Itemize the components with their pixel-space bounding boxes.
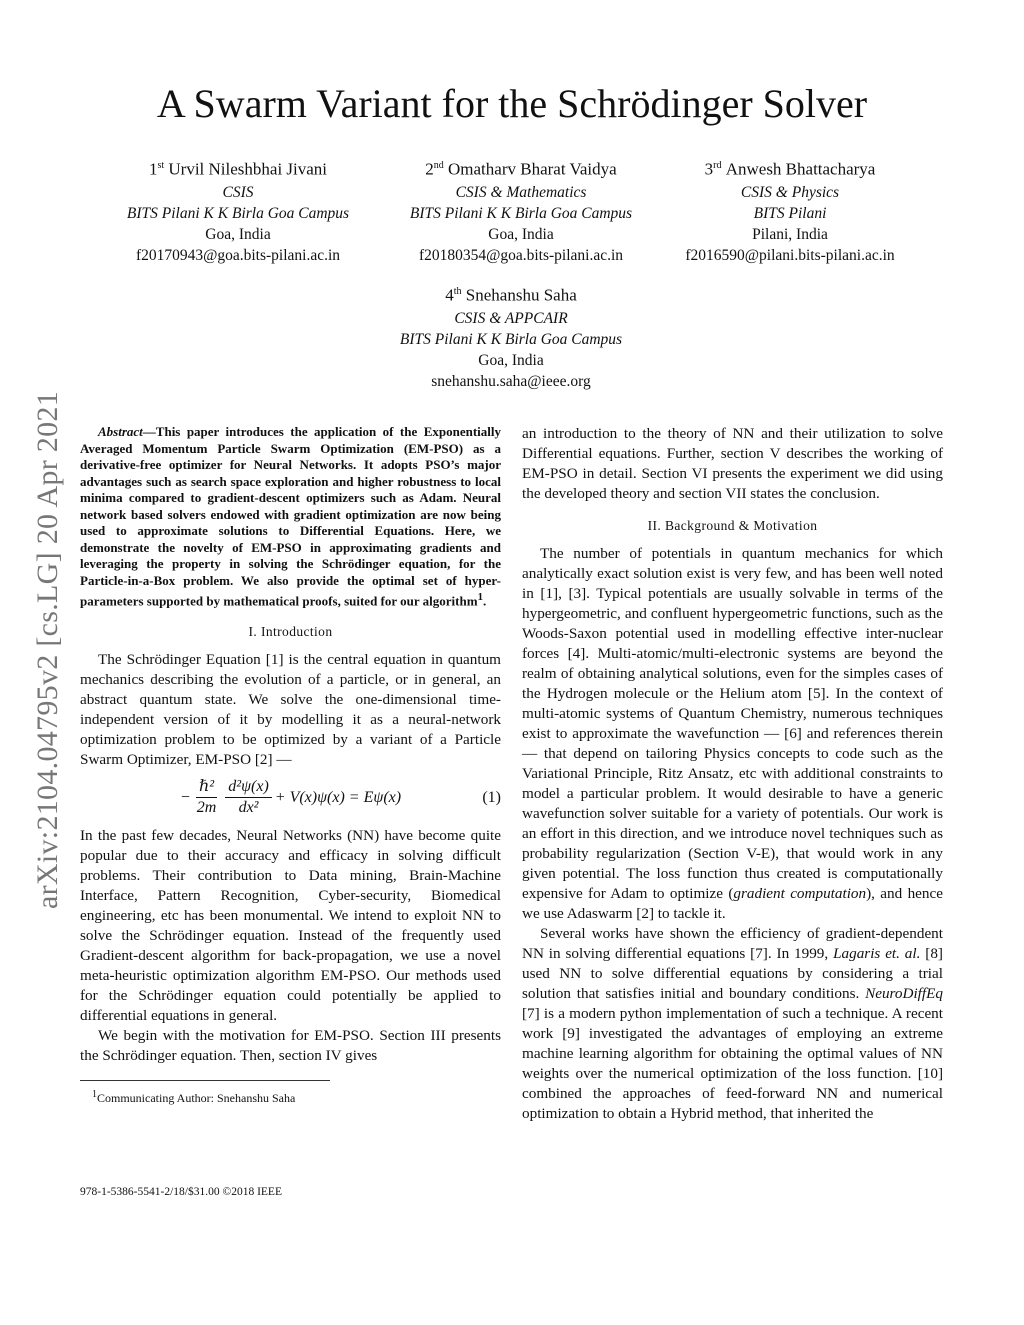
schrodinger-equation: − $\frac{\text{ℏ²}}{2m}$ $\frac{\text{d²ψ(x)}}{\text{dx²}}$ + V(x)ψ(x) = Eψ(x) (1) — [179, 778, 501, 817]
section-heading-background: II. Background & Motivation — [647, 518, 818, 533]
author-name: Snehanshu Saha — [465, 285, 577, 305]
intro-paragraph-1: The Schrödinger Equation [1] is the central equation in quantum mechanics describing the evolution of a particle, or in general, an abstract quantum state. We solve the one-dimensional time-independent version of it by modelling it as a neural-network optimization problem to be optimized by a variant of a Particle Swarm Optimizer, EM-PSO [2] — — [80, 650, 501, 768]
author-block-2: 2nd Omatharv Bharat Vaidya CSIS & Mathematics BITS Pilani K K Birla Goa Campus Goa, India f20180354@goa.bits-pilani.ac.in — [371, 154, 671, 266]
author-institution: BITS Pilani — [753, 204, 827, 222]
author-location: Goa, India — [205, 225, 271, 243]
author-institution: BITS Pilani K K Birla Goa Campus — [126, 204, 350, 222]
equation-rhs: + V(x)ψ(x) = Eψ(x) — [274, 788, 402, 806]
author-institution: BITS Pilani K K Birla Goa Campus — [409, 204, 633, 222]
author-name: Urvil Nileshbhai Jivani — [168, 159, 328, 179]
author-dept: CSIS — [222, 183, 254, 201]
footnote-rule — [80, 1080, 330, 1081]
author-email: snehanshu.saha@ieee.org — [431, 372, 591, 390]
author-location: Pilani, India — [752, 225, 828, 243]
author-block-3: 3rd Anwesh Bhattacharya CSIS & Physics BITS Pilani Pilani, India f2016590@pilani.bits-pilani.ac.in — [640, 154, 940, 266]
background-paragraph-2: Several works have shown the efficiency of gradient-dependent NN in solving differential equations [7]. In 1999, Lagaris et. al. [8] used NN to solve differential equations by considering a trial solution that satisfies initial and boundary conditions. NeuroDiffEq [7] is a modern python implementation of such a technique. A recent work [9] investigated the advantages of employing an extreme machine learning algorithm for obtaining the optimal values of NN weights over the numerical optimization of the loss function. [10] combined the approaches of feed-forward NN and numerical optimization to obtain a Hybrid method, that inherited the — [522, 925, 943, 1122]
abstract: Abstract—This paper introduces the application of the Exponentially Averaged Momentum Particle Swarm Optimization (EM-PSO) as a derivative-free optimizer for Neural Networks. It adopts PSO’s major advantages such as search space exploration and higher robustness to local minima compared to gradient-descent optimizers such as Adam. Neural network based solvers endowed with gradient optimization are now being used to approximate solutions to Differential Equations. Here, we demonstrate the novelty of EM-PSO in approximating gradients and leveraging the property in solving the Schrödinger equation, for the Particle-in-a-Box problem. We also provide the optimal set of hyper-parameters supported by mathematical proofs, suited for our algorithm$^1$. — [80, 424, 501, 609]
author-institution: BITS Pilani K K Birla Goa Campus — [399, 330, 623, 348]
background-paragraph-1: The number of potentials in quantum mechanics for which analytically exact solution exist is very few, and has been well noted in [1], [3]. Typical potentials are usually solvable in terms of the hypergeometric, and confluent hypergeometric functions, such as the Woods-Saxon potential used in modelling effective inter-nuclear forces [4]. Multi-atomic/multi-electronic systems are beyond the realm of obtaining analytical solutions, even for the simples cases of the Hydrogen molecule or the Helium atom [5]. In the context of multi-atomic systems of Quantum Chemistry, numerous techniques exist to approximate the wavefunction — [6] and references therein — that depend on tailoring Physics concepts to code such as the Variational Principle, Ritz Ansatz, etc with additional constraints to model a particular problem. It would desirable to have a generic wavefunction solver suitable for a variety of potentials. Our work is an effort in this direction, and we introduce novel techniques such as probability regularization (Section V-E), that would work in any given potential. The loss function thus created is computationally expensive for Adam to optimize (gradient computation), and hence we use Adaswarm [2] to tackle it. — [522, 545, 943, 922]
author-email: f20170943@goa.bits-pilani.ac.in — [135, 246, 341, 264]
section-heading-introduction: I. Introduction — [248, 623, 333, 639]
right-column — [522, 424, 943, 1124]
paper-title: A Swarm Variant for the Schrödinger Solver — [156, 81, 868, 126]
footnote-mark: 1 — [477, 591, 483, 603]
arxiv-identifier: arXiv:2104.04795v2 [cs.LG] 20 Apr 2021 — [31, 391, 64, 910]
equation-number: (1) — [482, 788, 501, 806]
author-dept: CSIS & Mathematics — [455, 183, 587, 201]
author-name: Omatharv Bharat Vaidya — [448, 159, 617, 179]
footnote: $^1$Communicating Author: Snehanshu Saha — [92, 1088, 296, 1105]
author-block-1: 1st Urvil Nileshbhai Jivani CSIS BITS Pilani K K Birla Goa Campus Goa, India f20170943@goa.bits-pilani.ac.in — [88, 154, 388, 266]
author-dept: CSIS & APPCAIR — [454, 309, 568, 327]
intro-paragraph-3-continued: an introduction to the theory of NN and their utilization to solve Differential equations. Further, section V describes the working of EM-PSO in detail. Section VI presents the experiment we did using the developed theory and section VII states the conclusion. — [522, 425, 943, 502]
author-email: f2016590@pilani.bits-pilani.ac.in — [685, 246, 895, 264]
author-dept: CSIS & Physics — [740, 183, 840, 201]
copyright-notice: 978-1-5386-5541-2/18/$31.00 ©2018 IEEE — [80, 1186, 282, 1198]
intro-paragraph-2: In the past few decades, Neural Networks (NN) have become quite popular due to their accuracy and efficacy in solving difficult problems. Their contribution to Data mining, Brain-Machine Interface, Pattern Recognition, Cyber-security, Biomedical engineering, etc has been monumental. We intend to exploit NN to solve the Schrödinger equation. Instead of the frequently used Gradient-descent algorithm for back-propagation, we use a novel meta-heuristic optimization algorithm EM-PSO. Our methods used for the Schrödinger equation could potentially be applied to differential equations in general. — [80, 826, 501, 1024]
author-location: Goa, India — [488, 225, 554, 243]
author-block-4: 4th Snehanshu Saha CSIS & APPCAIR BITS Pilani K K Birla Goa Campus Goa, India snehanshu.saha@ieee.org — [361, 280, 661, 392]
abstract-label: Abstract — [98, 424, 143, 439]
intro-paragraph-3: We begin with the motivation for EM-PSO. Section III presents the Schrödinger equation. Then, section IV gives — [80, 1026, 501, 1064]
left-column — [80, 424, 501, 1108]
author-email: f20180354@goa.bits-pilani.ac.in — [418, 246, 624, 264]
author-location: Goa, India — [478, 351, 544, 369]
author-name: Anwesh Bhattacharya — [725, 159, 876, 179]
